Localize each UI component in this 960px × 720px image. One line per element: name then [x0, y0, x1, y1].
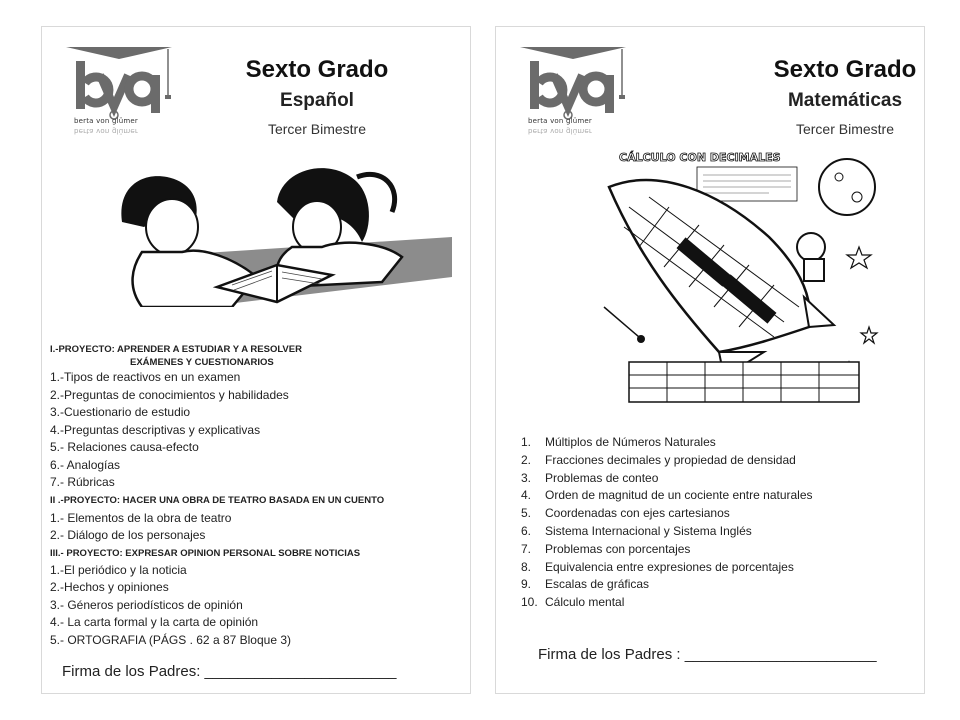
list-item: 2.-Hechos y opiniones	[50, 580, 169, 594]
list-item: 10. Cálculo mental	[521, 595, 625, 610]
list-item: 6. Sistema Internacional y Sistema Inglés	[521, 523, 752, 538]
list-item: 7.- Rúbricas	[50, 475, 115, 489]
math-page	[495, 26, 925, 694]
term-label: Tercer Bimestre	[267, 121, 367, 137]
grade-title: Sexto Grado	[773, 56, 917, 83]
children-reading-illustration	[82, 147, 452, 307]
school-logo	[64, 45, 174, 137]
list-item: 1.- Elementos de la obra de teatro	[50, 510, 232, 525]
list-item: 3. Problemas de conteo	[521, 470, 659, 485]
list-item: 1.-El periódico y la noticia	[50, 562, 187, 577]
worksheet-title: CÁLCULO CON DECIMALES	[619, 151, 781, 164]
list-item: 6.- Analogías	[50, 457, 121, 472]
list-item: 5.- Relaciones causa-efecto	[50, 440, 199, 454]
list-item: 4.- La carta formal y la carta de opinión	[50, 615, 259, 629]
list-item: 8. Equivalencia entre expresiones de porcentajes	[521, 559, 794, 574]
list-item: 1.-Tipos de reactivos en un examen	[50, 370, 241, 384]
spanish-topics-list	[50, 343, 465, 649]
term-label: Tercer Bimestre	[795, 121, 895, 137]
logo-reflection-text: berta von glümer	[74, 127, 139, 135]
spanish-page	[41, 26, 471, 694]
subject-title: Matemáticas	[787, 90, 903, 111]
project-1-heading-continued: EXÁMENES Y CUESTIONARIOS	[130, 357, 274, 368]
list-item: 5. Coordenadas con ejes cartesianos	[521, 506, 730, 521]
list-item: 4. Orden de magnitud de un cociente entre naturales	[521, 488, 813, 503]
project-3-heading: III.- PROYECTO: EXPRESAR OPINION PERSONAL SOBRE NOTICIAS	[50, 547, 361, 559]
parent-signature-line: Firma de los Padres: _______________________	[62, 663, 397, 680]
parent-signature-line: Firma de los Padres : _______________________	[538, 646, 877, 663]
project-2-heading: II .-PROYECTO: HACER UNA OBRA DE TEATRO BASADA EN UN CUENTO	[50, 494, 385, 506]
math-topics-list	[521, 434, 911, 612]
list-item: 3.- Géneros periodísticos de opinión	[50, 597, 243, 612]
list-item: 7. Problemas con porcentajes	[521, 541, 691, 556]
list-item: 5.- ORTOGRAFIA (PÁGS . 62 a 87 Bloque 3)	[50, 632, 291, 647]
list-item: 3.-Cuestionario de estudio	[50, 405, 191, 419]
school-logo	[518, 45, 628, 137]
project-1-heading: I.-PROYECTO: APRENDER A ESTUDIAR Y A RESOLVER	[50, 344, 302, 355]
list-item: 2.-Preguntas de conocimientos y habilidades	[50, 387, 289, 402]
rocket-worksheet-illustration	[599, 147, 889, 409]
logo-reflection-text: berta von glümer	[528, 127, 593, 135]
list-item: 4.-Preguntas descriptivas y explicativas	[50, 422, 261, 437]
subject-title: Español	[280, 90, 354, 111]
list-item: 9. Escalas de gráficas	[521, 577, 650, 592]
grade-title: Sexto Grado	[245, 56, 389, 83]
list-item: 1. Múltiplos de Números Naturales	[521, 435, 716, 449]
list-item: 2. Fracciones decimales y propiedad de densidad	[521, 452, 796, 467]
logo-text: berta von glümer	[528, 117, 593, 125]
list-item: 2.- Diálogo de los personajes	[50, 528, 206, 542]
logo-text: berta von glümer	[74, 117, 139, 125]
